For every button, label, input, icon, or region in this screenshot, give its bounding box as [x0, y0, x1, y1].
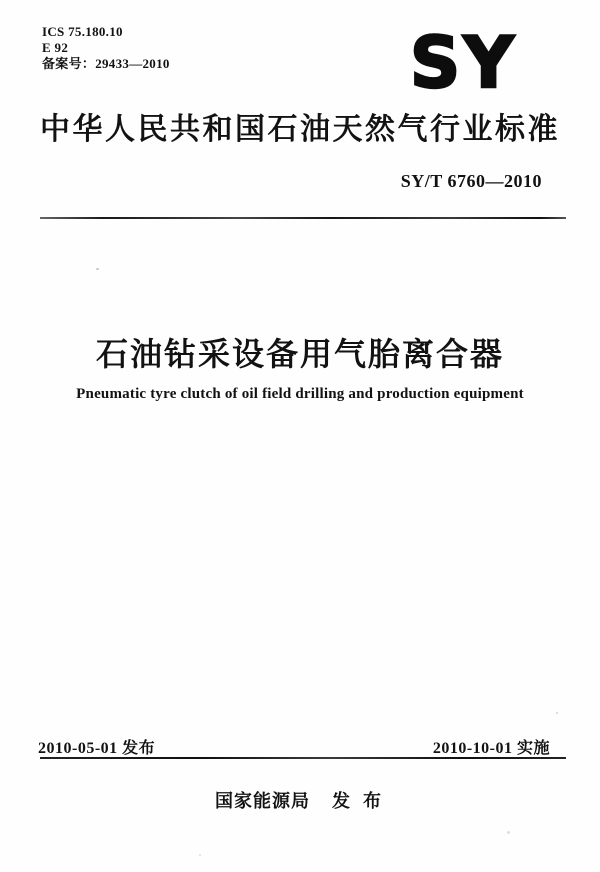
standard-code: SY/T 6760—2010 — [400, 171, 542, 191]
implementation-date: 2010-10-01 实施 — [432, 740, 550, 757]
publisher-row — [0, 787, 600, 813]
scan-speckle — [556, 712, 558, 714]
scan-speckle — [507, 831, 510, 834]
ics-code: ICS 75.180.10 — [42, 24, 123, 39]
publisher-name: 国家能源局 — [214, 791, 310, 811]
date-row — [38, 735, 550, 758]
bottom-rule — [40, 757, 566, 759]
issue-date: 2010-05-01 发布 — [38, 740, 156, 757]
standard-category-title: 中华人民共和国石油天然气行业标准 — [40, 113, 560, 146]
top-rule — [40, 217, 566, 219]
meta-block — [42, 24, 170, 72]
publish-label: 发 布 — [332, 791, 386, 811]
sy-logo: SY — [409, 22, 517, 104]
document-title: 石油钻采设备用气胎离合器 — [95, 336, 504, 372]
classification-code: E 92 — [42, 40, 69, 55]
record-number: 备案号：29433—2010 — [42, 56, 170, 71]
scan-speckle — [96, 268, 99, 270]
scan-speckle — [199, 854, 201, 856]
document-title-english: Pneumatic tyre clutch of oil field drilling and production equipment — [76, 386, 524, 402]
